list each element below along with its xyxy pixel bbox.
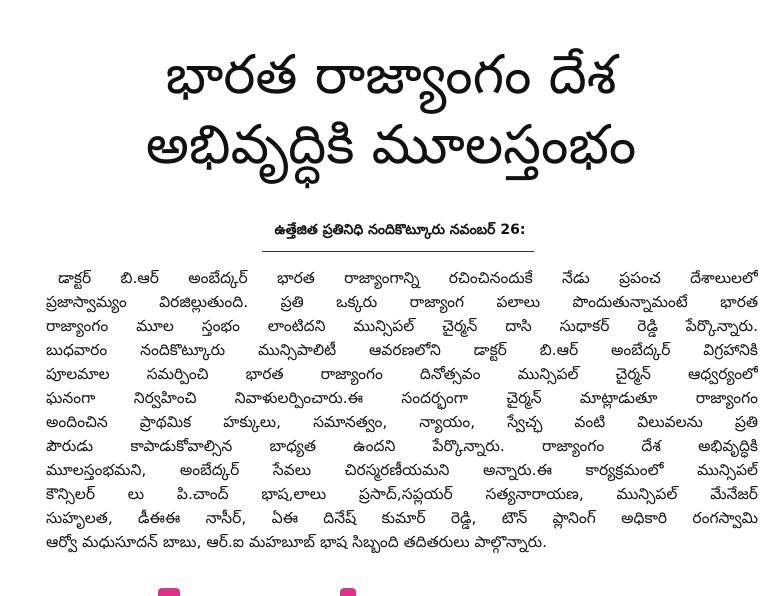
body-line: పౌరుడు కాపాడుకోవాల్సిన బాధ్యత ఉందని పేర్కొన్నారు. రాజ్యాంగం దేశ అభివృద్ధికి bbox=[46, 437, 758, 455]
body-line: డాక్టర్ బి.ఆర్ అంబేద్కర్ భారత రాజ్యాంగాన్ని రచించినందుకే నేడు ప్రపంచ దేశాలులలో bbox=[58, 269, 758, 287]
clipped-pink-graphic-left bbox=[158, 588, 180, 596]
clipped-pink-graphic-right bbox=[340, 588, 356, 596]
dateline-underline bbox=[262, 251, 534, 252]
headline-line-1: భారత రాజ్యాంగం దేశ bbox=[165, 43, 617, 106]
body-line: రాజ్యాంగం మూల స్తంభం లాంటిదని మున్సిపల్ చైర్మన్ దాసి సుధాకర్ రెడ్డి పేర్కొన్నారు. bbox=[46, 317, 758, 335]
body-line: ఘనంగా నిర్వహించి నివాళులర్పించారు.ఈ సందర్భంగా చైర్మన్ మాట్లాడుతూ రాజ్యాంగం bbox=[46, 389, 758, 407]
body-line: బుధవారం నందికొట్కూరు మున్సిపాలిటీ ఆవరణలోని డాక్టర్ బి.ఆర్ అంబేద్కర్ విగ్రహానికి bbox=[46, 341, 758, 359]
body-line: ఆర్వో మధుసూదన్ బాబు, ఆర్.ఐ మహబూబ్ భాష సిబ్బంది తదితరులు పాల్గొన్నారు. bbox=[46, 533, 548, 551]
body-line: అందించిన ప్రాథమిక హక్కులు, సమానత్వం, న్యాయం, స్వేచ్ఛ వంటి విలువలను ప్రతి bbox=[46, 413, 758, 431]
clipped-previous-article bbox=[0, 0, 782, 12]
body-line: పూలమాల సమర్పించి భారత రాజ్యాంగం దినోత్సవం మున్సిపల్ చైర్మన్ ఆధ్వర్యంలో bbox=[46, 365, 758, 383]
headline-line-2: అభివృద్ధికి మూలస్తంభం bbox=[145, 113, 637, 176]
body-line: కౌన్సిలర్ లు పి.చాంద్ భాష,లాలు ప్రసాద్,సప్లయర్ సత్యనారాయణ, మున్సిపల్ మేనేజర్ bbox=[46, 485, 758, 503]
article-body bbox=[46, 266, 758, 554]
dateline: ఉత్తేజిత ప్రతినిధి నందికొట్కూరు నవంబర్ 26: bbox=[274, 222, 526, 238]
body-line: మూలస్తంభమని, అంబేద్కర్ సేవలు చిరస్మరణీయమని అన్నారు.ఈ కార్యక్రమంలో మున్సిపల్ bbox=[46, 461, 758, 479]
body-line: ప్రజాస్వామ్యం విరజిల్లుతుంది. ప్రతి ఒక్కరు రాజ్యాంగ పలాలు పొందుతున్నామంటే భారత bbox=[46, 293, 758, 311]
body-line: సుహృలత, డీఈఈ నాసీర్, ఏఈ దినేష్ కుమార్ రెడ్డి, టౌన్ ప్లానింగ్ అధికారి రంగస్వామి bbox=[46, 509, 758, 527]
